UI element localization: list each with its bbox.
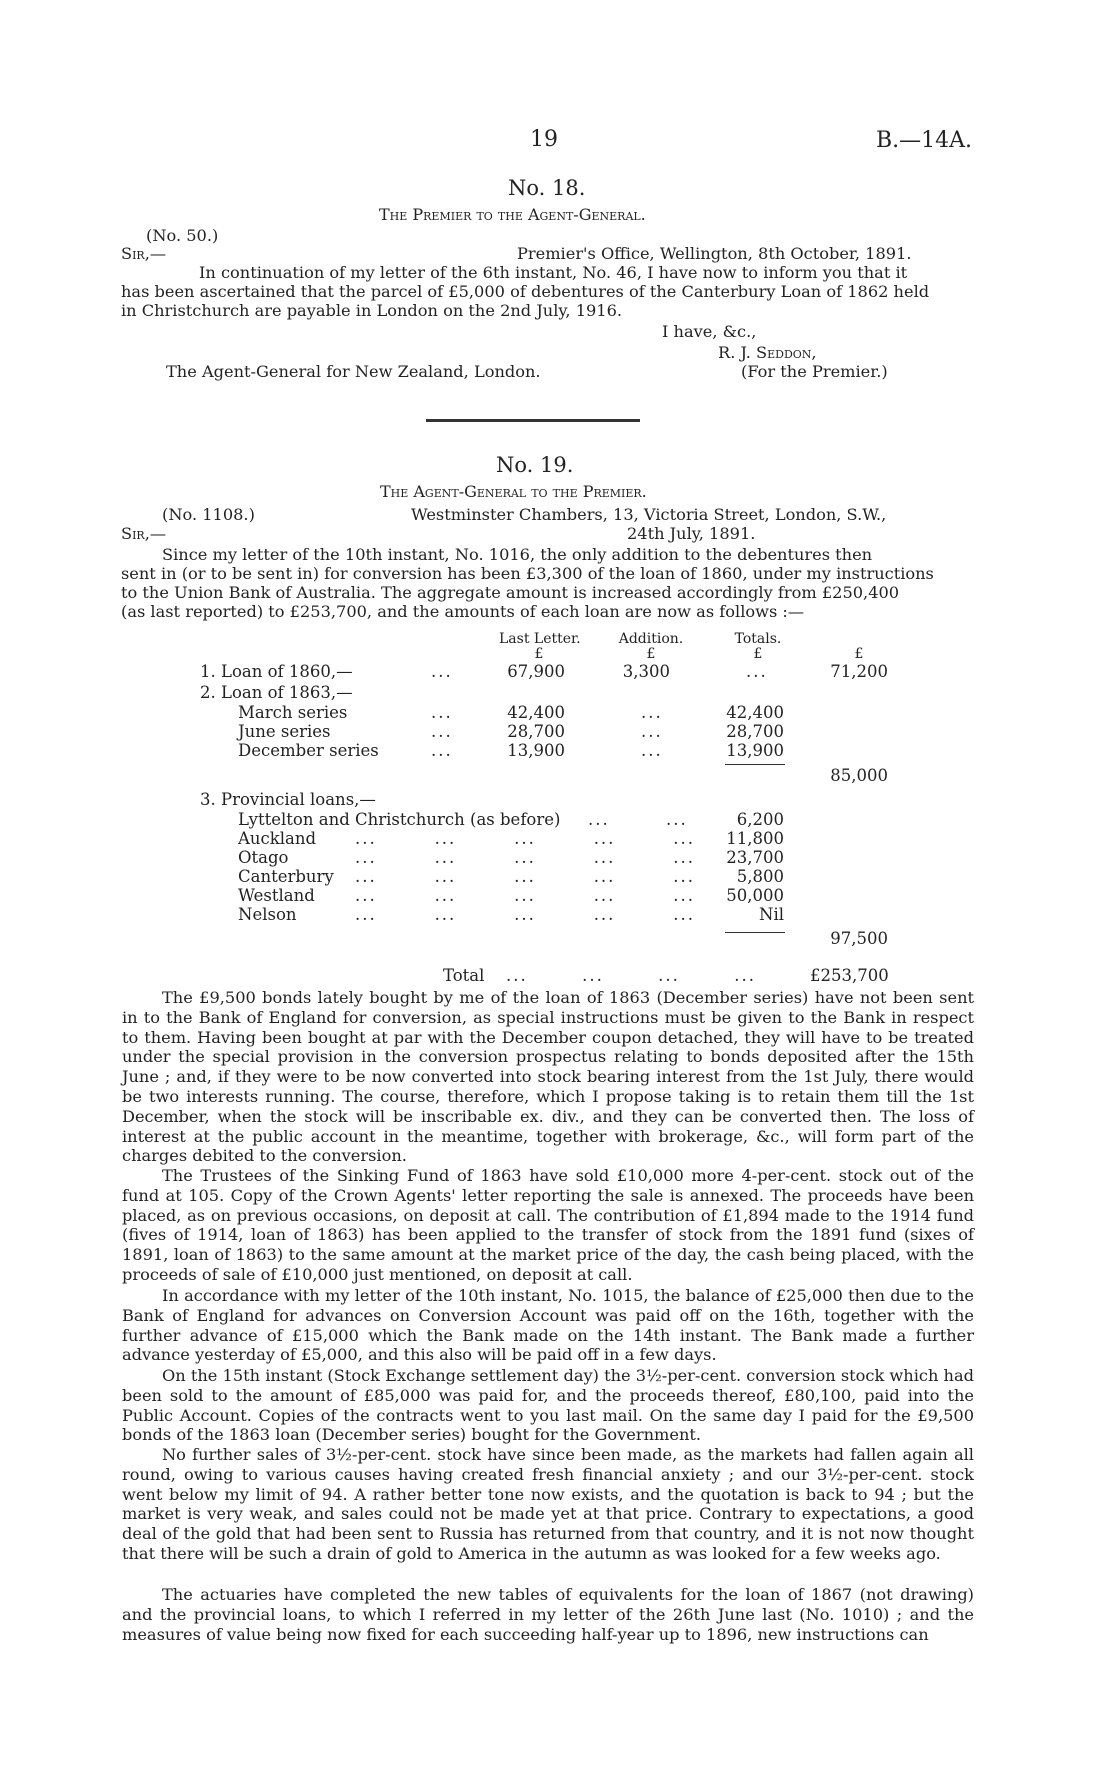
letter-19-intro-line-3: to the Union Bank of Australia. The aggregate amount is increased accordingly from £250,400 — [121, 583, 900, 602]
subtotal-rule — [725, 764, 785, 765]
ellipsis: ... — [355, 848, 377, 867]
paragraph-text: The actuaries have completed the new tables of equivalents for the loan of 1867 (not drawing) and the provincial loans, to which I referred in my letter of the 26th June last (No. 1010) ; and the measures of value being now fixed for each succeeding half-year up to 1896, new instructions can — [122, 1585, 974, 1644]
ellipsis: ... — [593, 867, 616, 886]
loan-1863-label: 2. Loan of 1863,— — [200, 683, 353, 702]
letter-18-heading: The Premier to the Agent-General. — [379, 205, 646, 224]
letter-19-date: 24th July, 1891. — [627, 524, 756, 543]
ellipsis: ... — [514, 829, 536, 848]
provincial-row-total: 23,700 — [726, 848, 784, 867]
paragraph-text: On the 15th instant (Stock Exchange settlement day) the 3½-per-cent. conversion stock which had been sold to the amount of £85,000 was paid for, and the proceeds thereof, £80,100, paid into the Public Account. Copies of the contracts went to you last mail. On the same day I paid for the £9,500 bonds of the 1863 loan (December series) bought for the Government. — [122, 1366, 974, 1445]
currency-grand: £ — [854, 646, 864, 662]
ellipsis: ... — [431, 741, 453, 760]
loan-1863-subtotal: 85,000 — [830, 766, 888, 785]
provincial-row-total: 6,200 — [736, 810, 784, 829]
ellipsis: ... — [514, 905, 536, 924]
provincial-subtotal: 97,500 — [830, 929, 888, 948]
letter-18-body-line-3: in Christchurch are payable in London on the 2nd July, 1916. — [121, 301, 623, 320]
loan-1863-row-name: December series — [238, 741, 379, 760]
col-head-totals: Totals. — [734, 631, 782, 647]
letter-19-ref: (No. 1108.) — [162, 505, 255, 524]
ellipsis-row — [355, 867, 695, 886]
paragraph-bonds — [122, 988, 974, 1166]
ellipsis: ... — [431, 722, 453, 741]
ellipsis: ... — [514, 886, 536, 905]
provincial-row-name: Nelson — [238, 905, 297, 924]
paragraph-settlement — [122, 1366, 974, 1445]
letter-18-number: No. 18. — [508, 176, 586, 200]
letter-18-salutation: Sir,— — [121, 244, 167, 263]
ellipsis: ... — [666, 810, 688, 829]
ellipsis: ... — [593, 886, 616, 905]
ellipsis-row — [355, 848, 695, 867]
currency-last: £ — [534, 646, 544, 662]
loan-1860-total: 71,200 — [830, 662, 888, 681]
paragraph-text: No further sales of 3½-per-cent. stock have since been made, as the markets had fallen again all round, owing to various causes having created fresh financial anxiety ; and our 3½-per-cent. stock went below my limit of 94. A rather better tone now exists, and the quotation is back to 94 ; but the market is very weak, and sales could not be made yet at that price. Contrary to expectations, a good deal of the gold that had been sent to Russia has returned from that country, and it is not now thought that there will be such a drain of gold to America in the autumn as was looked for a few weeks ago. — [122, 1445, 974, 1563]
ellipsis-row — [355, 829, 695, 848]
loan-1863-row-name: June series — [238, 722, 331, 741]
letter-18-body-line-2: has been ascertained that the parcel of £5,000 of debentures of the Canterbury Loan of 1862 held — [121, 282, 930, 301]
ellipsis-row — [506, 966, 756, 985]
total-label: Total — [443, 966, 485, 985]
loan-1860-label: 1. Loan of 1860,— — [200, 662, 353, 681]
paragraph-text: In accordance with my letter of the 10th instant, No. 1015, the balance of £25,000 then due to the Bank of England for advances on Conversion Account was paid off on the 16th, together with the further advance of £15,000 which the Bank made on the 14th instant. The Bank made a further advance yesterday of £5,000, and this also will be paid off in a few days. — [122, 1286, 974, 1365]
ellipsis: ... — [434, 905, 457, 924]
provincial-row-name: Westland — [238, 886, 315, 905]
loan-1863-row-name: March series — [238, 703, 348, 722]
loan-1863-row-total: 28,700 — [726, 722, 784, 741]
paragraph-text: The Trustees of the Sinking Fund of 1863 have sold £10,000 more 4-per-cent. stock out of the fund at 105. Copy of the Crown Agents' letter reporting the sale is annexed. The proceeds have been placed, as on previous occasions, on deposit at call. The contribution of £1,894 made to the 1914 fund (fives of 1914, loan of 1863) has been applied to the transfer of stock from the 1891 fund (sixes of 1891, loan of 1863) to the same amount at the market price of the day, the cash being placed, with the proceeds of sale of £10,000 just mentioned, on deposit at call. — [122, 1166, 974, 1284]
ellipsis: ... — [593, 905, 616, 924]
provincial-row-total: 50,000 — [726, 886, 784, 905]
provincial-row-total: Nil — [759, 905, 784, 924]
ellipsis: ... — [431, 662, 453, 681]
ellipsis: ... — [641, 741, 663, 760]
ellipsis: ... — [434, 829, 457, 848]
section-divider — [426, 419, 640, 422]
paragraph-bank-advances — [122, 1286, 974, 1365]
ellipsis: ... — [582, 966, 604, 985]
paragraph-text: The £9,500 bonds lately bought by me of the loan of 1863 (December series) have not been sent in to the Bank of England for conversion, as special instructions must be given to the Bank in respect to them. Having been bought at par with the December coupon detached, they will have to be treated under the special provision in the conversion prospectus relating to bonds deposited after the 15th June ; and, if they were to be now converted into stock bearing interest from the 1st July, there would be two interests running. The course, therefore, which I propose taking is to retain them till the 1st December, when the stock will be inscribable ex. div., and they can be converted then. The loss of interest at the public account in the meantime, together with brokerage, &c., will form part of the charges debited to the conversion. — [122, 988, 974, 1166]
currency-totals: £ — [753, 646, 763, 662]
provincial-row-total: 5,800 — [736, 867, 784, 886]
page-number: 19 — [530, 127, 558, 152]
loan-1860-last: 67,900 — [507, 662, 565, 681]
ellipsis: ... — [355, 886, 377, 905]
paragraph-sinking-fund — [122, 1166, 974, 1285]
loan-1863-row-total: 42,400 — [726, 703, 784, 722]
letter-18-body-line-1: In continuation of my letter of the 6th instant, No. 46, I have now to inform you that it — [199, 263, 908, 282]
ellipsis: ... — [673, 886, 695, 905]
grand-total: £253,700 — [810, 966, 889, 985]
ellipsis: ... — [514, 867, 536, 886]
ellipsis: ... — [355, 829, 377, 848]
loan-1863-row-last: 28,700 — [507, 722, 565, 741]
letter-18-ref: (No. 50.) — [146, 226, 219, 245]
ellipsis: ... — [673, 829, 695, 848]
ellipsis-row — [355, 886, 695, 905]
col-head-last-letter: Last Letter. — [499, 631, 581, 647]
col-head-addition: Addition. — [618, 631, 684, 647]
ellipsis: ... — [593, 848, 616, 867]
ellipsis: ... — [746, 662, 768, 681]
provincial-label: 3. Provincial loans,— — [200, 790, 376, 809]
subtotal-rule — [725, 932, 785, 933]
letter-19-salutation: Sir,— — [121, 524, 167, 543]
ellipsis: ... — [434, 886, 457, 905]
ellipsis: ... — [355, 905, 377, 924]
letter-19-intro-line-2: sent in (or to be sent in) for conversion has been £3,300 of the loan of 1860, under my instructions — [121, 564, 934, 583]
letter-19-intro-line-1: Since my letter of the 10th instant, No. 1016, the only addition to the debentures then — [162, 545, 873, 564]
ellipsis: ... — [641, 722, 663, 741]
loan-1863-row-total: 13,900 — [726, 741, 784, 760]
ellipsis: ... — [588, 810, 610, 829]
loan-1863-row-last: 42,400 — [507, 703, 565, 722]
ellipsis: ... — [514, 848, 536, 867]
ellipsis: ... — [434, 848, 457, 867]
ellipsis: ... — [641, 703, 663, 722]
ellipsis-row — [355, 905, 695, 924]
ellipsis: ... — [673, 848, 695, 867]
loan-1863-row-last: 13,900 — [507, 741, 565, 760]
letter-18-closing: I have, &c., — [662, 322, 757, 341]
ellipsis: ... — [355, 867, 377, 886]
letter-18-place-date: Premier's Office, Wellington, 8th October, 1891. — [517, 244, 912, 263]
currency-addition: £ — [646, 646, 656, 662]
letter-18-addressee: The Agent-General for New Zealand, London. — [166, 362, 541, 381]
loan-1860-addition: 3,300 — [622, 662, 670, 681]
ellipsis: ... — [506, 966, 528, 985]
provincial-row-total: 11,800 — [726, 829, 784, 848]
ellipsis: ... — [673, 905, 695, 924]
ellipsis: ... — [658, 966, 680, 985]
paragraph-market — [122, 1445, 974, 1564]
letter-19-number: No. 19. — [496, 453, 574, 477]
letter-19-intro-line-4: (as last reported) to £253,700, and the amounts of each loan are now as follows :— — [121, 602, 805, 621]
ellipsis: ... — [673, 867, 695, 886]
letter-19-place: Westminster Chambers, 13, Victoria Street, London, S.W., — [411, 505, 887, 524]
letter-19-heading: The Agent-General to the Premier. — [380, 482, 647, 501]
provincial-row-name: Lyttelton and Christchurch (as before) — [238, 810, 561, 829]
provincial-row-name: Canterbury — [238, 867, 334, 886]
provincial-row-name: Otago — [238, 848, 289, 867]
provincial-row-name: Auckland — [238, 829, 317, 848]
ellipsis: ... — [434, 867, 457, 886]
letter-18-signatory: R. J. Seddon, — [718, 343, 817, 362]
letter-18-signatory-role: (For the Premier.) — [741, 362, 888, 381]
paragraph-actuaries — [122, 1585, 974, 1644]
document-reference: B.—14A. — [876, 128, 973, 153]
ellipsis: ... — [734, 966, 756, 985]
ellipsis: ... — [431, 703, 453, 722]
ellipsis: ... — [593, 829, 616, 848]
